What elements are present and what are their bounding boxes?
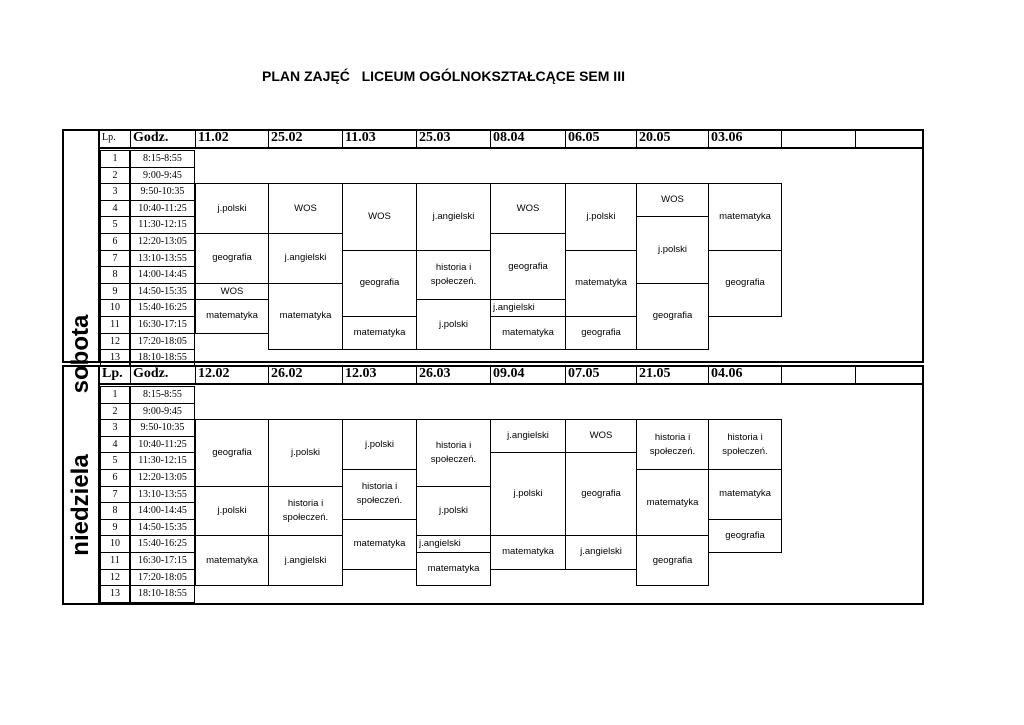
lesson-number: 6: [100, 469, 130, 487]
header-date: [855, 129, 924, 149]
lesson-number: 1: [100, 386, 130, 404]
lesson-cell: j.angielski: [416, 535, 491, 553]
lesson-cell: historia i społeczeń.: [708, 419, 782, 470]
lesson-time: 12:20-13:05: [130, 469, 195, 487]
lesson-number: 3: [100, 183, 130, 201]
header-date: 08.04: [490, 129, 565, 149]
page-title: PLAN ZAJĘĆ LICEUM OGÓLNOKSZTAŁCĄCE SEM III: [262, 68, 625, 84]
header-date: 07.05: [565, 365, 636, 385]
header-godz: Godz.: [130, 365, 195, 385]
lesson-time: 17:20-18:05: [130, 569, 195, 587]
lesson-cell: geografia: [636, 283, 709, 350]
lesson-number: 4: [100, 200, 130, 218]
lesson-time: 9:50-10:35: [130, 183, 195, 201]
lesson-cell: WOS: [268, 183, 343, 234]
lesson-cell: j.polski: [490, 452, 566, 536]
lesson-time: 14:00-14:45: [130, 266, 195, 284]
lesson-time: 12:20-13:05: [130, 233, 195, 251]
lesson-number: 7: [100, 486, 130, 504]
lesson-number: 6: [100, 233, 130, 251]
lesson-cell: j.polski: [416, 299, 491, 350]
lesson-number: 11: [100, 316, 130, 334]
lesson-cell: j.polski: [268, 419, 343, 486]
lesson-time: 17:20-18:05: [130, 333, 195, 351]
header-godz: Godz.: [130, 129, 195, 149]
header-date: 25.03: [416, 129, 490, 149]
lesson-cell: geografia: [708, 519, 782, 553]
header-date: [781, 129, 855, 149]
lesson-cell: geografia: [195, 233, 269, 284]
header-date: 26.02: [268, 365, 342, 385]
lesson-time: 16:30-17:15: [130, 316, 195, 334]
lesson-time: 14:00-14:45: [130, 502, 195, 520]
lesson-number: 13: [100, 349, 130, 367]
lesson-cell: matematyka: [490, 535, 566, 569]
lesson-cell: j.angielski: [490, 419, 566, 453]
lesson-time: 14:50-15:35: [130, 519, 195, 537]
header-date: 04.06: [708, 365, 781, 385]
header-date: 09.04: [490, 365, 565, 385]
lesson-number: 12: [100, 333, 130, 351]
lesson-cell: j.polski: [342, 419, 417, 470]
lesson-number: 12: [100, 569, 130, 587]
header-lp: Lp.: [102, 132, 116, 143]
lesson-cell: matematyka: [268, 283, 343, 350]
lesson-cell: historia i społeczeń.: [416, 250, 491, 301]
lesson-cell: geografia: [342, 250, 417, 317]
lesson-cell: j.angielski: [565, 535, 637, 569]
lesson-number: 3: [100, 419, 130, 437]
lesson-cell: j.angielski: [268, 535, 343, 586]
lesson-cell: matematyka: [416, 552, 491, 586]
lesson-time: 16:30-17:15: [130, 552, 195, 570]
lesson-cell: WOS: [195, 283, 269, 301]
day-label: sobota: [67, 314, 94, 394]
header-date: 26.03: [416, 365, 490, 385]
lesson-cell: matematyka: [195, 299, 269, 333]
lesson-number: 11: [100, 552, 130, 570]
lesson-cell: j.angielski: [268, 233, 343, 284]
lesson-cell: j.polski: [636, 216, 709, 283]
lesson-number: 10: [100, 535, 130, 553]
day-label: niedziela: [67, 454, 94, 556]
lesson-time: 13:10-13:55: [130, 250, 195, 268]
lesson-cell: j.polski: [565, 183, 637, 250]
lesson-time: 14:50-15:35: [130, 283, 195, 301]
lesson-number: 9: [100, 519, 130, 537]
header-date: 12.02: [195, 365, 268, 385]
lesson-time: 18:10-18:55: [130, 585, 195, 603]
lesson-cell: matematyka: [195, 535, 269, 586]
header-date: [781, 365, 855, 385]
lesson-number: 1: [100, 150, 130, 168]
lesson-cell: matematyka: [708, 183, 782, 250]
lesson-cell: j.polski: [195, 486, 269, 537]
lesson-number: 4: [100, 436, 130, 454]
lesson-number: 2: [100, 167, 130, 185]
lesson-time: 8:15-8:55: [130, 386, 195, 404]
header-date: 25.02: [268, 129, 342, 149]
lesson-cell: historia i społeczeń.: [268, 486, 343, 537]
lesson-cell: j.angielski: [490, 299, 566, 317]
lesson-time: 9:50-10:35: [130, 419, 195, 437]
lesson-cell: historia i społeczeń.: [636, 419, 709, 470]
lesson-number: 10: [100, 299, 130, 317]
lesson-cell: geografia: [636, 535, 709, 586]
lesson-cell: WOS: [565, 419, 637, 453]
lesson-cell: WOS: [636, 183, 709, 217]
header-date: 11.02: [195, 129, 268, 149]
lesson-time: 13:10-13:55: [130, 486, 195, 504]
lesson-cell: matematyka: [490, 316, 566, 350]
header-date: 21.05: [636, 365, 708, 385]
lesson-number: 5: [100, 452, 130, 470]
lesson-time: 18:10-18:55: [130, 349, 195, 367]
header-lp: Lp.: [102, 366, 123, 381]
lesson-time: 9:00-9:45: [130, 403, 195, 421]
lesson-time: 15:40-16:25: [130, 535, 195, 553]
lesson-time: 8:15-8:55: [130, 150, 195, 168]
lesson-cell: geografia: [195, 419, 269, 486]
header-date: 12.03: [342, 365, 416, 385]
lesson-cell: matematyka: [708, 469, 782, 520]
lesson-time: 9:00-9:45: [130, 167, 195, 185]
lesson-number: 9: [100, 283, 130, 301]
lesson-cell: matematyka: [565, 250, 637, 317]
lesson-cell: historia i społeczeń.: [342, 469, 417, 520]
lesson-time: 15:40-16:25: [130, 299, 195, 317]
lesson-cell: matematyka: [342, 519, 417, 570]
lesson-number: 7: [100, 250, 130, 268]
lesson-number: 13: [100, 585, 130, 603]
lesson-cell: matematyka: [636, 469, 709, 536]
lesson-cell: j.polski: [195, 183, 269, 234]
header-date: 20.05: [636, 129, 708, 149]
lesson-cell: j.angielski: [416, 183, 491, 250]
lesson-number: 2: [100, 403, 130, 421]
header-date: [855, 365, 924, 385]
lesson-number: 8: [100, 502, 130, 520]
lesson-number: 5: [100, 216, 130, 234]
lesson-cell: WOS: [342, 183, 417, 250]
lesson-cell: geografia: [565, 452, 637, 536]
lesson-cell: geografia: [490, 233, 566, 300]
lesson-cell: WOS: [490, 183, 566, 234]
header-date: 03.06: [708, 129, 781, 149]
lesson-cell: geografia: [565, 316, 637, 350]
lesson-cell: matematyka: [342, 316, 417, 350]
lesson-time: 10:40-11:25: [130, 200, 195, 218]
lesson-cell: historia i społeczeń.: [416, 419, 491, 486]
lesson-time: 11:30-12:15: [130, 452, 195, 470]
lesson-number: 8: [100, 266, 130, 284]
header-date: 11.03: [342, 129, 416, 149]
lesson-cell: geografia: [708, 250, 782, 317]
lesson-time: 10:40-11:25: [130, 436, 195, 454]
lesson-cell: j.polski: [416, 486, 491, 537]
header-date: 06.05: [565, 129, 636, 149]
lesson-time: 11:30-12:15: [130, 216, 195, 234]
